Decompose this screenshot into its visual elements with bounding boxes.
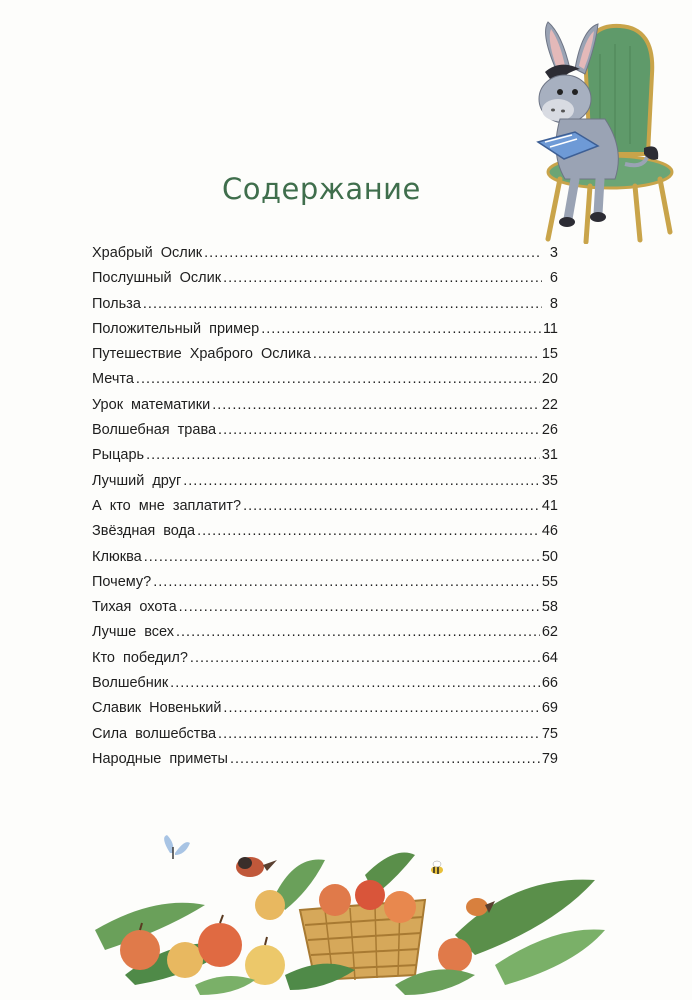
table-of-contents bbox=[92, 245, 558, 776]
toc-leader-dots bbox=[190, 650, 540, 666]
toc-leader-dots bbox=[176, 624, 540, 640]
toc-entry-page-number: 8 bbox=[549, 295, 558, 312]
apple bbox=[198, 923, 242, 967]
toc-entry[interactable] bbox=[92, 624, 558, 649]
toc-entry-title: Лучше всех bbox=[92, 624, 174, 641]
toc-entry[interactable] bbox=[92, 346, 558, 371]
toc-entry[interactable] bbox=[92, 726, 558, 751]
bee bbox=[431, 861, 443, 874]
toc-entry-page-number: 79 bbox=[541, 750, 558, 767]
butterfly bbox=[164, 835, 190, 859]
toc-leader-dots bbox=[218, 422, 540, 438]
toc-entry-page-number: 15 bbox=[541, 346, 558, 363]
toc-entry-page-number: 31 bbox=[541, 447, 558, 464]
toc-entry[interactable] bbox=[92, 675, 558, 700]
toc-entry-page-number: 50 bbox=[541, 548, 558, 565]
toc-entry-title: Волшебник bbox=[92, 675, 169, 692]
toc-entry-page-number: 41 bbox=[541, 497, 558, 514]
toc-leader-dots bbox=[243, 498, 540, 514]
toc-leader-dots bbox=[153, 574, 540, 590]
toc-entry-title: Лучший друг bbox=[92, 472, 182, 489]
toc-entry-title: А кто мне заплатит? bbox=[92, 497, 242, 514]
toc-entry[interactable] bbox=[92, 296, 558, 321]
toc-entry-page-number: 46 bbox=[541, 523, 558, 540]
toc-leader-dots bbox=[218, 726, 540, 742]
toc-leader-dots bbox=[183, 473, 540, 489]
toc-entry[interactable] bbox=[92, 498, 558, 523]
toc-entry-page-number: 3 bbox=[549, 245, 558, 261]
toc-entry[interactable] bbox=[92, 447, 558, 472]
toc-entry-title: Волшебная трава bbox=[92, 422, 217, 439]
toc-entry-page-number: 55 bbox=[541, 573, 558, 590]
toc-entry-title: Звёздная вода bbox=[92, 523, 196, 540]
toc-leader-dots bbox=[313, 346, 540, 362]
toc-leader-dots bbox=[197, 523, 540, 539]
toc-entry-page-number: 26 bbox=[541, 422, 558, 439]
toc-entry-title: Рыцарь bbox=[92, 447, 145, 464]
toc-entry-title: Народные приметы bbox=[92, 750, 228, 767]
toc-entry-page-number: 22 bbox=[541, 396, 558, 413]
toc-leader-dots bbox=[204, 245, 542, 261]
toc-entry-title: Клюква bbox=[92, 548, 142, 565]
toc-entry-page-number: 58 bbox=[541, 599, 558, 616]
toc-entry-title: Сила волшебства bbox=[92, 725, 217, 742]
toc-leader-dots bbox=[261, 321, 541, 337]
apple bbox=[384, 891, 416, 923]
toc-entry[interactable] bbox=[92, 321, 558, 346]
toc-entry[interactable] bbox=[92, 549, 558, 574]
apple bbox=[255, 890, 285, 920]
toc-entry-page-number: 69 bbox=[541, 700, 558, 717]
toc-entry-title: Положительный пример bbox=[92, 320, 260, 337]
toc-entry[interactable] bbox=[92, 422, 558, 447]
toc-entry-title: Кто победил? bbox=[92, 649, 188, 666]
toc-entry[interactable] bbox=[92, 371, 558, 396]
toc-entry-page-number: 11 bbox=[542, 320, 558, 337]
toc-entry-title: Почему? bbox=[92, 573, 152, 590]
toc-entry-page-number: 75 bbox=[541, 725, 558, 742]
toc-entry-page-number: 35 bbox=[541, 472, 558, 489]
apple bbox=[319, 884, 351, 916]
toc-leader-dots bbox=[146, 447, 540, 463]
apple bbox=[438, 938, 472, 972]
apple bbox=[355, 880, 385, 910]
toc-entry[interactable] bbox=[92, 574, 558, 599]
toc-leader-dots bbox=[170, 675, 540, 691]
toc-entry-title: Урок математики bbox=[92, 396, 211, 413]
toc-leader-dots bbox=[179, 599, 540, 615]
toc-entry-title: Славик Новенький bbox=[92, 700, 222, 717]
toc-entry-page-number: 62 bbox=[541, 624, 558, 641]
apples-basket-illustration bbox=[95, 835, 605, 995]
toc-entry-page-number: 64 bbox=[541, 649, 558, 666]
toc-entry-page-number: 20 bbox=[541, 371, 558, 388]
toc-entry[interactable] bbox=[92, 473, 558, 498]
toc-leader-dots bbox=[223, 700, 539, 716]
toc-entry[interactable] bbox=[92, 751, 558, 776]
toc-entry-title: Путешествие Храброго Ослика bbox=[92, 346, 311, 363]
apple bbox=[167, 942, 203, 978]
toc-entry-title: Тихая охота bbox=[92, 599, 177, 616]
toc-entry[interactable] bbox=[92, 523, 558, 548]
toc-entry[interactable] bbox=[92, 245, 558, 270]
toc-entry[interactable] bbox=[92, 397, 558, 422]
toc-entry[interactable] bbox=[92, 270, 558, 295]
toc-entry[interactable] bbox=[92, 650, 558, 675]
toc-entry[interactable] bbox=[92, 700, 558, 725]
contents-heading: Содержание bbox=[222, 172, 421, 206]
toc-entry[interactable] bbox=[92, 599, 558, 624]
toc-entry-page-number: 6 bbox=[549, 270, 558, 287]
toc-leader-dots bbox=[223, 270, 542, 286]
toc-entry-page-number: 66 bbox=[541, 675, 558, 692]
toc-leader-dots bbox=[136, 371, 540, 387]
toc-entry-title: Польза bbox=[92, 295, 141, 312]
toc-entry-title: Храбрый Ослик bbox=[92, 245, 203, 261]
bird-left bbox=[236, 857, 277, 877]
apple bbox=[120, 930, 160, 970]
toc-entry-title: Послушный Ослик bbox=[92, 270, 222, 287]
toc-leader-dots bbox=[212, 397, 540, 413]
toc-leader-dots bbox=[144, 549, 540, 565]
toc-leader-dots bbox=[143, 296, 542, 312]
toc-leader-dots bbox=[230, 751, 540, 767]
toc-entry-title: Мечта bbox=[92, 371, 134, 388]
donkey-on-chair-illustration bbox=[520, 14, 690, 244]
